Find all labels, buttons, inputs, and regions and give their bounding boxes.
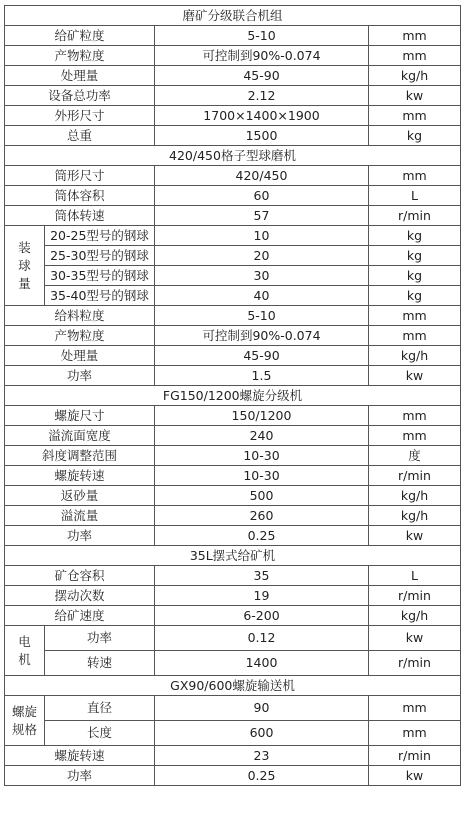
row-unit: mm <box>369 326 461 346</box>
section-header-row <box>5 386 461 406</box>
row-value: 90 <box>155 696 369 721</box>
row-unit: mm <box>369 46 461 66</box>
row-unit: kw <box>369 626 461 651</box>
row-label: 筒形尺寸 <box>5 166 155 186</box>
row-label: 斜度调整范围 <box>5 446 155 466</box>
row-label: 设备总功率 <box>5 86 155 106</box>
row-label: 外形尺寸 <box>5 106 155 126</box>
row-unit: mm <box>369 106 461 126</box>
row-unit: kg/h <box>369 606 461 626</box>
row-label: 产物粒度 <box>5 46 155 66</box>
row-value: 6-200 <box>155 606 369 626</box>
ball-load-group-label: 装 球 量 <box>5 226 45 306</box>
row-label: 直径 <box>45 696 155 721</box>
row-value: 0.25 <box>155 526 369 546</box>
row-label: 35-40型号的钢球 <box>45 286 155 306</box>
row-value: 1400 <box>155 651 369 676</box>
section-header-row <box>5 676 461 696</box>
section-title: 磨矿分级联合机组 <box>5 6 461 26</box>
table-row <box>5 306 461 326</box>
row-unit: kg/h <box>369 506 461 526</box>
screw-spec-group-label: 螺旋 规格 <box>5 696 45 746</box>
row-unit: kw <box>369 766 461 786</box>
table-row <box>5 126 461 146</box>
table-row <box>5 186 461 206</box>
row-value: 600 <box>155 721 369 746</box>
table-row <box>5 486 461 506</box>
row-unit: kg/h <box>369 346 461 366</box>
table-row <box>5 246 461 266</box>
row-unit: r/min <box>369 206 461 226</box>
row-unit: r/min <box>369 651 461 676</box>
table-row <box>5 766 461 786</box>
row-label: 功率 <box>5 766 155 786</box>
table-row <box>5 426 461 446</box>
row-label: 溢流面宽度 <box>5 426 155 446</box>
table-row <box>5 406 461 426</box>
row-value: 45-90 <box>155 346 369 366</box>
row-label: 功率 <box>5 526 155 546</box>
section-title: 420/450格子型球磨机 <box>5 146 461 166</box>
row-unit: L <box>369 186 461 206</box>
row-value: 1.5 <box>155 366 369 386</box>
table-row <box>5 326 461 346</box>
row-label: 螺旋转速 <box>5 746 155 766</box>
row-value: 可控制到90%-0.074 <box>155 326 369 346</box>
row-unit: r/min <box>369 586 461 606</box>
table-row <box>5 746 461 766</box>
row-label: 转速 <box>45 651 155 676</box>
row-unit: kg <box>369 246 461 266</box>
row-label: 给矿速度 <box>5 606 155 626</box>
table-row <box>5 466 461 486</box>
row-label: 20-25型号的钢球 <box>45 226 155 246</box>
row-value: 150/1200 <box>155 406 369 426</box>
row-unit: mm <box>369 306 461 326</box>
table-row <box>5 526 461 546</box>
table-row <box>5 606 461 626</box>
row-label: 螺旋尺寸 <box>5 406 155 426</box>
row-unit: kg <box>369 126 461 146</box>
row-unit: kg <box>369 226 461 246</box>
row-label: 摆动次数 <box>5 586 155 606</box>
row-value: 可控制到90%-0.074 <box>155 46 369 66</box>
row-value: 5-10 <box>155 26 369 46</box>
table-row <box>5 26 461 46</box>
table-row <box>5 106 461 126</box>
row-value: 0.12 <box>155 626 369 651</box>
row-value: 10-30 <box>155 466 369 486</box>
row-value: 30 <box>155 266 369 286</box>
table-row <box>5 286 461 306</box>
table-row <box>5 586 461 606</box>
row-value: 10-30 <box>155 446 369 466</box>
row-unit: kg <box>369 266 461 286</box>
table-row <box>5 66 461 86</box>
section-header-row <box>5 6 461 26</box>
row-value: 5-10 <box>155 306 369 326</box>
row-value: 1700×1400×1900 <box>155 106 369 126</box>
row-label: 螺旋转速 <box>5 466 155 486</box>
row-value: 10 <box>155 226 369 246</box>
row-value: 240 <box>155 426 369 446</box>
row-value: 20 <box>155 246 369 266</box>
row-value: 60 <box>155 186 369 206</box>
section-title: 35L摆式给矿机 <box>5 546 461 566</box>
row-label: 处理量 <box>5 66 155 86</box>
section-header-row <box>5 546 461 566</box>
row-value: 2.12 <box>155 86 369 106</box>
spec-table <box>4 5 461 786</box>
table-row <box>5 651 461 676</box>
row-label: 筒体转速 <box>5 206 155 226</box>
table-row <box>5 446 461 466</box>
table-row <box>5 626 461 651</box>
row-label: 功率 <box>45 626 155 651</box>
table-row <box>5 166 461 186</box>
row-value: 35 <box>155 566 369 586</box>
table-row <box>5 226 461 246</box>
row-label: 给矿粒度 <box>5 26 155 46</box>
row-unit: mm <box>369 696 461 721</box>
row-unit: kw <box>369 86 461 106</box>
row-label: 返砂量 <box>5 486 155 506</box>
row-label: 筒体容积 <box>5 186 155 206</box>
row-unit: mm <box>369 406 461 426</box>
section-header-row <box>5 146 461 166</box>
row-label: 30-35型号的钢球 <box>45 266 155 286</box>
table-row <box>5 346 461 366</box>
row-unit: kg/h <box>369 66 461 86</box>
row-unit: kw <box>369 526 461 546</box>
row-label: 25-30型号的钢球 <box>45 246 155 266</box>
row-unit: r/min <box>369 466 461 486</box>
row-label: 功率 <box>5 366 155 386</box>
row-label: 总重 <box>5 126 155 146</box>
row-value: 45-90 <box>155 66 369 86</box>
row-label: 处理量 <box>5 346 155 366</box>
table-row <box>5 46 461 66</box>
table-row <box>5 696 461 721</box>
row-unit: kw <box>369 366 461 386</box>
row-unit: r/min <box>369 746 461 766</box>
row-value: 57 <box>155 206 369 226</box>
row-label: 给料粒度 <box>5 306 155 326</box>
row-value: 0.25 <box>155 766 369 786</box>
section-title: FG150/1200螺旋分级机 <box>5 386 461 406</box>
row-unit: mm <box>369 26 461 46</box>
table-row <box>5 206 461 226</box>
motor-group-label: 电 机 <box>5 626 45 676</box>
table-row <box>5 506 461 526</box>
row-value: 420/450 <box>155 166 369 186</box>
row-unit: mm <box>369 426 461 446</box>
row-unit: mm <box>369 721 461 746</box>
row-label: 溢流量 <box>5 506 155 526</box>
row-unit: mm <box>369 166 461 186</box>
table-row <box>5 266 461 286</box>
row-unit: kg <box>369 286 461 306</box>
table-row <box>5 566 461 586</box>
row-unit: L <box>369 566 461 586</box>
row-value: 260 <box>155 506 369 526</box>
row-value: 500 <box>155 486 369 506</box>
row-value: 19 <box>155 586 369 606</box>
table-row <box>5 366 461 386</box>
row-unit: 度 <box>369 446 461 466</box>
section-title: GX90/600螺旋输送机 <box>5 676 461 696</box>
table-row <box>5 86 461 106</box>
row-label: 产物粒度 <box>5 326 155 346</box>
row-label: 矿仓容积 <box>5 566 155 586</box>
row-value: 40 <box>155 286 369 306</box>
table-row <box>5 721 461 746</box>
row-value: 23 <box>155 746 369 766</box>
row-unit: kg/h <box>369 486 461 506</box>
row-label: 长度 <box>45 721 155 746</box>
row-value: 1500 <box>155 126 369 146</box>
